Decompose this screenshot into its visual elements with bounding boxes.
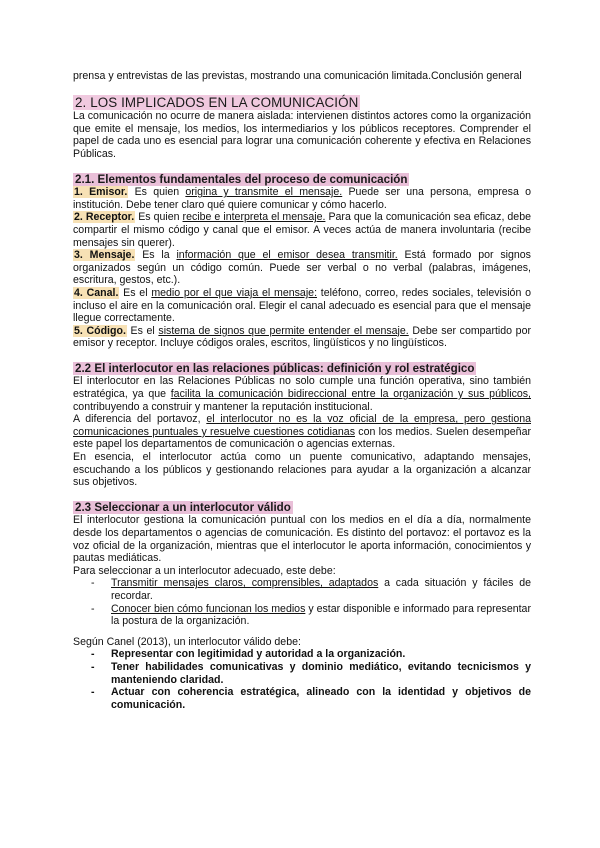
text: y estar disponible e informado para representar la postura de la organización. (111, 602, 531, 628)
list-item: - Representar con legitimidad y autoridad a la organización. (73, 648, 531, 661)
underlined-text: medio por el que viaja el mensaje: (151, 286, 318, 299)
element-mensaje (73, 249, 531, 287)
list-item: - Tener habilidades comunicativas y dominio mediático, evitando tecnicismos y manteniendo claridad. (73, 661, 531, 686)
term-receptor: 2. Receptor. (74, 211, 135, 224)
section-2-2-p2 (73, 413, 531, 451)
element-canal (73, 287, 531, 325)
element-receptor (73, 211, 531, 249)
intro-line: prensa y entrevistas de las previstas, mostrando una comunicación limitada.Conclusión general (73, 70, 522, 82)
text: Debe ser compartido por emisor y receptor. Incluye códigos orales, escritos, lingüísticos y no lingüísticos. (73, 324, 531, 350)
section-2-3-p3: Según Canel (2013), un interlocutor válido debe: (73, 635, 301, 648)
list-item (73, 603, 531, 628)
section-2-3-p2: Para seleccionar a un interlocutor adecuado, este debe: (73, 564, 336, 577)
element-emisor (73, 186, 531, 211)
text: Para que la comunicación sea eficaz, debe compartir el mismo código y canal que el emisor. A veces actúa de manera involuntaria (recibe mensajes sin querer). (73, 211, 531, 249)
section-2-text: La comunicación no ocurre de manera aislada: intervienen distintos actores como la organización que emite el mensaje, los medios, los intermediarios y los públicos receptores. Comprender el papel de cada uno es esencial para lograr una comunicación coherente y efectiva en Relaciones Públicas. (73, 110, 531, 160)
underlined-text: Transmitir mensajes claros, comprensibles, adaptados (111, 577, 379, 590)
text: El interlocutor en las Relaciones Públicas no solo cumple una función operativa, sino también estratégica, ya que (73, 375, 531, 401)
term-emisor: 1. Emisor. (74, 186, 128, 199)
text: Puede ser una persona, empresa o institución. Debe tener claro qué quiere comunicar y cómo hacerlo. (73, 186, 531, 211)
element-codigo (73, 325, 531, 350)
text: contribuyendo a construir y mantener la reputación institucional. (73, 400, 373, 413)
underlined-text: Conocer bien cómo funcionan los medios (111, 602, 306, 615)
section-2-3-p1: El interlocutor gestiona la comunicación puntual con los medios en el día a día, normalmente desde los departamentos o agencias de comunicación. Es distinto del portavoz: el portavoz es la voz oficial de la organización, mientras que el interlocutor le aporta información, conocimientos y pautas mediáticas. (73, 514, 531, 565)
text: Es quien (135, 211, 183, 224)
selection-criteria-list (73, 577, 531, 627)
term-canal: 4. Canal. (74, 286, 119, 299)
canel-criteria-list (73, 648, 531, 711)
text: a cada situación y fáciles de recordar. (111, 577, 531, 602)
underlined-text: información que el emisor desea transmitir. (176, 249, 398, 262)
text: A diferencia del portavoz, (73, 413, 207, 426)
text: teléfono, correo, redes sociales, televisión o incluso el aire en la comunicación oral. Elegir el canal adecuado es esencial para que el mensaje llegue correctamente. (73, 286, 531, 325)
document-page (73, 70, 531, 711)
section-2-2-p3: En esencia, el interlocutor actúa como un puente comunicativo, adaptando mensajes, escuchando a los públicos y gestionando relaciones para ayudar a la organización a alcanzar sus objetivos. (73, 451, 531, 489)
underlined-text: sistema de signos que permite entender el mensaje. (158, 324, 409, 337)
underlined-text: recibe e interpreta el mensaje. (182, 211, 326, 224)
text: Está formado por signos organizados según un código común. Puede ser verbal o no verbal (palabras, imágenes, escritura, gestos, etc.). (73, 249, 531, 287)
section-2-3-heading: 2.3 Seleccionar a un interlocutor válido (75, 500, 291, 514)
section-2-heading: 2. LOS IMPLICADOS EN LA COMUNICACIÓN (75, 94, 359, 110)
list-item: - Actuar con coherencia estratégica, alineado con la identidad y objetivos de comunicación. (73, 686, 531, 711)
text: Es la (135, 249, 177, 262)
text: Es quien (128, 186, 186, 199)
list-item (73, 577, 531, 602)
term-codigo: 5. Código. (74, 324, 126, 337)
section-2-2-p1 (73, 375, 531, 413)
text: con los medios. Suelen desempeñar este papel los departamentos de comunicación o agencias externas. (73, 425, 531, 451)
section-2-1-heading: 2.1. Elementos fundamentales del proceso de comunicación (75, 172, 408, 186)
term-mensaje: 3. Mensaje. (74, 249, 135, 262)
section-2-2-heading: 2.2 El interlocutor en las relaciones públicas: definición y rol estratégico (75, 361, 475, 375)
underlined-text: facilita la comunicación bidireccional entre la organización y sus públicos, (170, 388, 531, 401)
underlined-text: origina y transmite el mensaje. (185, 186, 343, 199)
text: Es el (119, 286, 152, 299)
underlined-text: el interlocutor no es la voz oficial de la empresa, pero gestiona comunicaciones puntuales y resuelve cuestiones cotidianas (73, 413, 531, 438)
text: Es el (126, 324, 159, 337)
